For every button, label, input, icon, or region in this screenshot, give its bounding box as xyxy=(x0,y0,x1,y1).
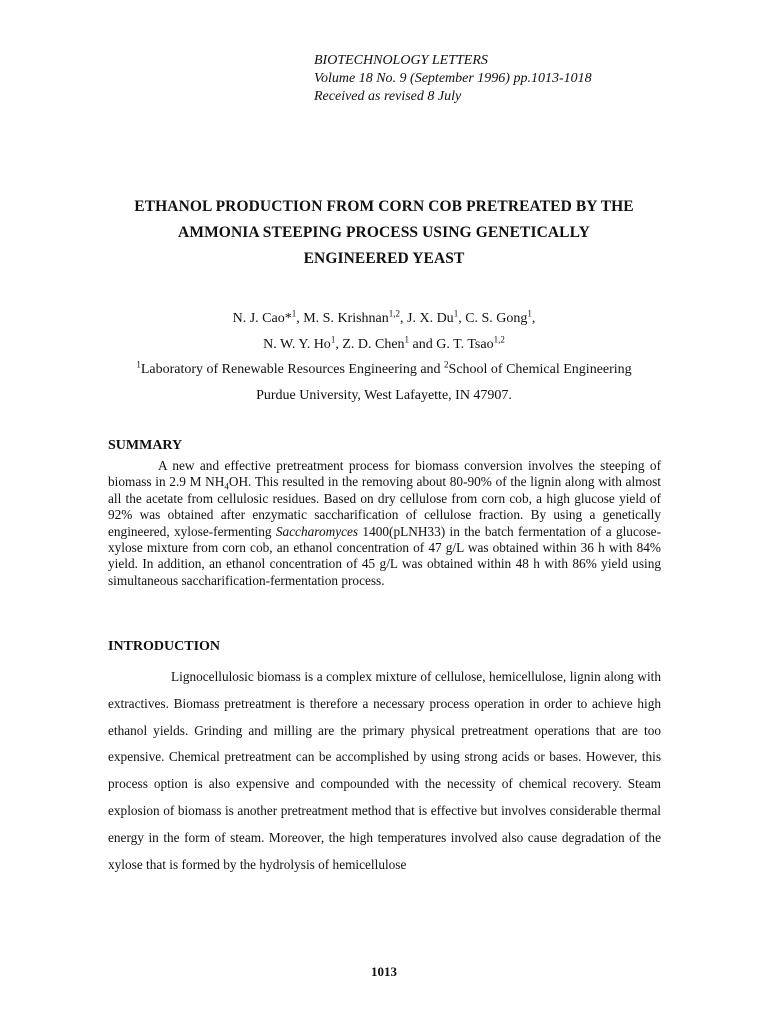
affiliation-mark: 2 xyxy=(444,359,449,370)
summary-text: 1400(pLNH33) in the batch fermentation of a glucose-xylose mixture from corn cob, an ethanol concentration of 47 g/L was obtained within 36 h with 84% yield. In addition, an ethanol concentration of 45 g/L was obtained within 48 h with 86% yield using simultaneous saccharification-fermentation process. xyxy=(108,523,662,588)
author-affiliation-mark: 1 xyxy=(404,333,410,344)
author-name: , M. S. Krishnan xyxy=(296,311,389,326)
author-affiliation-mark: 1 xyxy=(453,308,459,319)
author-name: and G. T. Tsao xyxy=(409,336,494,352)
author-name: N. J. Cao* xyxy=(232,311,292,326)
author-affiliation-mark: 1 xyxy=(527,308,532,319)
journal-volume: Volume 18 No. 9 (September 1996) pp.1013-1018 xyxy=(314,71,592,86)
author-name: , C. S. Gong xyxy=(458,311,528,326)
affiliation-school: School of Chemical Engineering xyxy=(448,362,632,377)
summary-paragraph xyxy=(108,458,661,589)
summary-heading: SUMMARY xyxy=(108,438,183,453)
affiliation-lab: Laboratory of Renewable Resources Engineering and xyxy=(140,362,445,377)
author-affiliation-mark: 1,2 xyxy=(493,333,505,344)
title-line-3: ENGINEERED YEAST xyxy=(303,250,465,267)
author-affiliation-mark: 1 xyxy=(291,308,297,319)
authors-line-1 xyxy=(0,306,768,332)
author-separator: , xyxy=(531,311,536,326)
species-name: Saccharomyces xyxy=(275,523,359,539)
introduction-paragraph: Lignocellulosic biomass is a complex mixture of cellulose, hemicellulose, lignin along with extractives. Biomass pretreatment is therefore a necessary process operation in order to achieve high ethanol yields. Grinding and milling are the primary physical pretreatment operations that are too expensive. Chemical pretreatment can be accomplished by using strong acids or bases. However, this process option is also expensive and compounded with the necessity of chemical recovery. Steam explosion of biomass is another pretreatment method that is effective but involves considerable thermal energy in the form of steam. Moreover, the high temperatures involved also cause degradation of the xylose that is formed by the hydrolysis of hemicellulose xyxy=(108,669,661,872)
summary-text: OH. This resulted in the removing about 80-90% of the lignin along with almost all the acetate from cellulosic residues. Based on dry cellulose from corn cob, a high glucose yield of 92% was obtained after enzymatic saccharification of cellulose fraction. By using a genetically engineered, xylose-fermenting xyxy=(108,474,661,539)
author-block xyxy=(0,306,768,408)
introduction-heading: INTRODUCTION xyxy=(108,639,221,654)
author-affiliation-mark: 1,2 xyxy=(388,308,401,319)
author-name: N. W. Y. Ho xyxy=(263,336,331,352)
journal-received: Received as revised 8 July xyxy=(314,89,462,104)
journal-name: BIOTECHNOLOGY LETTERS xyxy=(314,53,488,68)
title-line-1: ETHANOL PRODUCTION FROM CORN COB PRETREATED BY THE xyxy=(134,198,634,215)
affiliation-line xyxy=(0,357,768,383)
affiliation-mark: 1 xyxy=(136,359,141,370)
affiliation-address: Purdue University, West Lafayette, IN 47907. xyxy=(256,387,512,403)
author-name: , J. X. Du xyxy=(400,311,454,326)
author-name: , Z. D. Chen xyxy=(335,336,405,352)
journal-header xyxy=(314,52,592,106)
summary-text: A new and effective pretreatment process for biomass conversion involves the steeping of biomass in 2.9 M NH xyxy=(108,458,661,490)
subscript-4: 4 xyxy=(224,482,229,493)
author-affiliation-mark: 1 xyxy=(330,333,336,344)
page-number: 1013 xyxy=(371,964,397,979)
authors-line-2 xyxy=(0,332,768,358)
title-line-2: AMMONIA STEEPING PROCESS USING GENETICALLY xyxy=(178,224,590,241)
paper-title xyxy=(0,194,768,272)
